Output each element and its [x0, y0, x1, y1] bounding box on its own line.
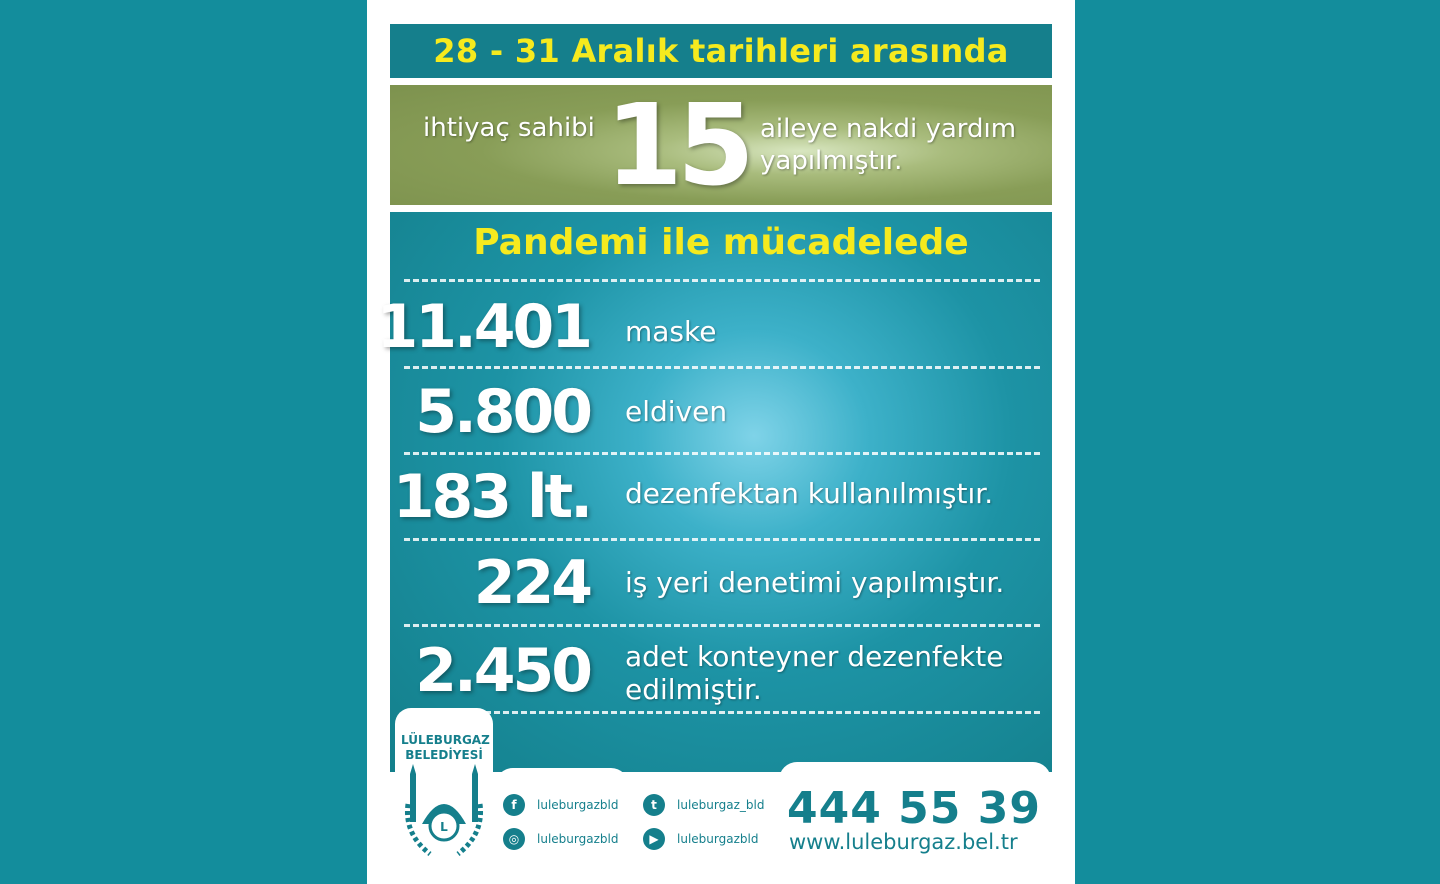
instagram-icon: ◎ [503, 828, 525, 850]
divider [404, 624, 1040, 627]
phone-number[interactable]: 444 55 39 [787, 783, 1041, 834]
date-banner [390, 24, 1052, 78]
youtube-icon: ▶ [643, 828, 665, 850]
facebook-icon: f [503, 794, 525, 816]
logo-line1: LÜLEBURGAZ [401, 733, 490, 747]
twitter-link[interactable] [643, 794, 764, 816]
date-line: 28 - 31 Aralık tarihleri arasında [433, 32, 1009, 70]
stat-label-mask: maske [625, 315, 717, 348]
stat-value-glove: 5.800 [415, 377, 590, 447]
poster [367, 0, 1075, 884]
stat-value-container: 2.450 [415, 636, 590, 706]
svg-text:L: L [440, 820, 448, 834]
stat-label-disinfectant: dezenfektan kullanılmıştır. [625, 477, 994, 510]
stat-value-inspection: 224 [473, 548, 590, 618]
aid-left-text: ihtiyaç sahibi [423, 113, 595, 143]
divider [404, 711, 1040, 714]
twitter-handle: luleburgaz_bld [677, 798, 765, 812]
youtube-handle: luleburgazbld [677, 832, 759, 846]
municipality-logo [395, 708, 493, 884]
divider [404, 538, 1040, 541]
pandemic-title: Pandemi ile mücadelede [473, 222, 969, 263]
stat-value-disinfectant: 183 lt. [392, 462, 590, 532]
instagram-link[interactable] [503, 828, 618, 850]
stat-label-glove: eldiven [625, 395, 728, 428]
aid-panel [390, 81, 1052, 211]
divider [404, 279, 1040, 282]
divider [404, 452, 1040, 455]
divider [404, 366, 1040, 369]
aid-number: 15 [605, 81, 749, 211]
aid-right-text: aileye nakdi yardım yapılmıştır. [760, 114, 1017, 176]
twitter-icon: t [643, 794, 665, 816]
social-tab-left [495, 768, 629, 884]
pandemic-panel [376, 212, 1052, 772]
facebook-link[interactable] [503, 794, 618, 816]
logo-emblem-icon [404, 764, 484, 856]
website-link[interactable]: www.luleburgaz.bel.tr [789, 830, 1018, 854]
instagram-handle: luleburgazbld [537, 832, 619, 846]
stat-label-container: adet konteyner dezenfekte edilmiştir. [625, 640, 1004, 706]
stat-value-mask: 11.401 [376, 292, 590, 362]
stat-label-inspection: iş yeri denetimi yapılmıştır. [625, 566, 1005, 599]
youtube-link[interactable] [643, 828, 758, 850]
logo-line2: BELEDİYESİ [405, 748, 483, 762]
facebook-handle: luleburgazbld [537, 798, 619, 812]
